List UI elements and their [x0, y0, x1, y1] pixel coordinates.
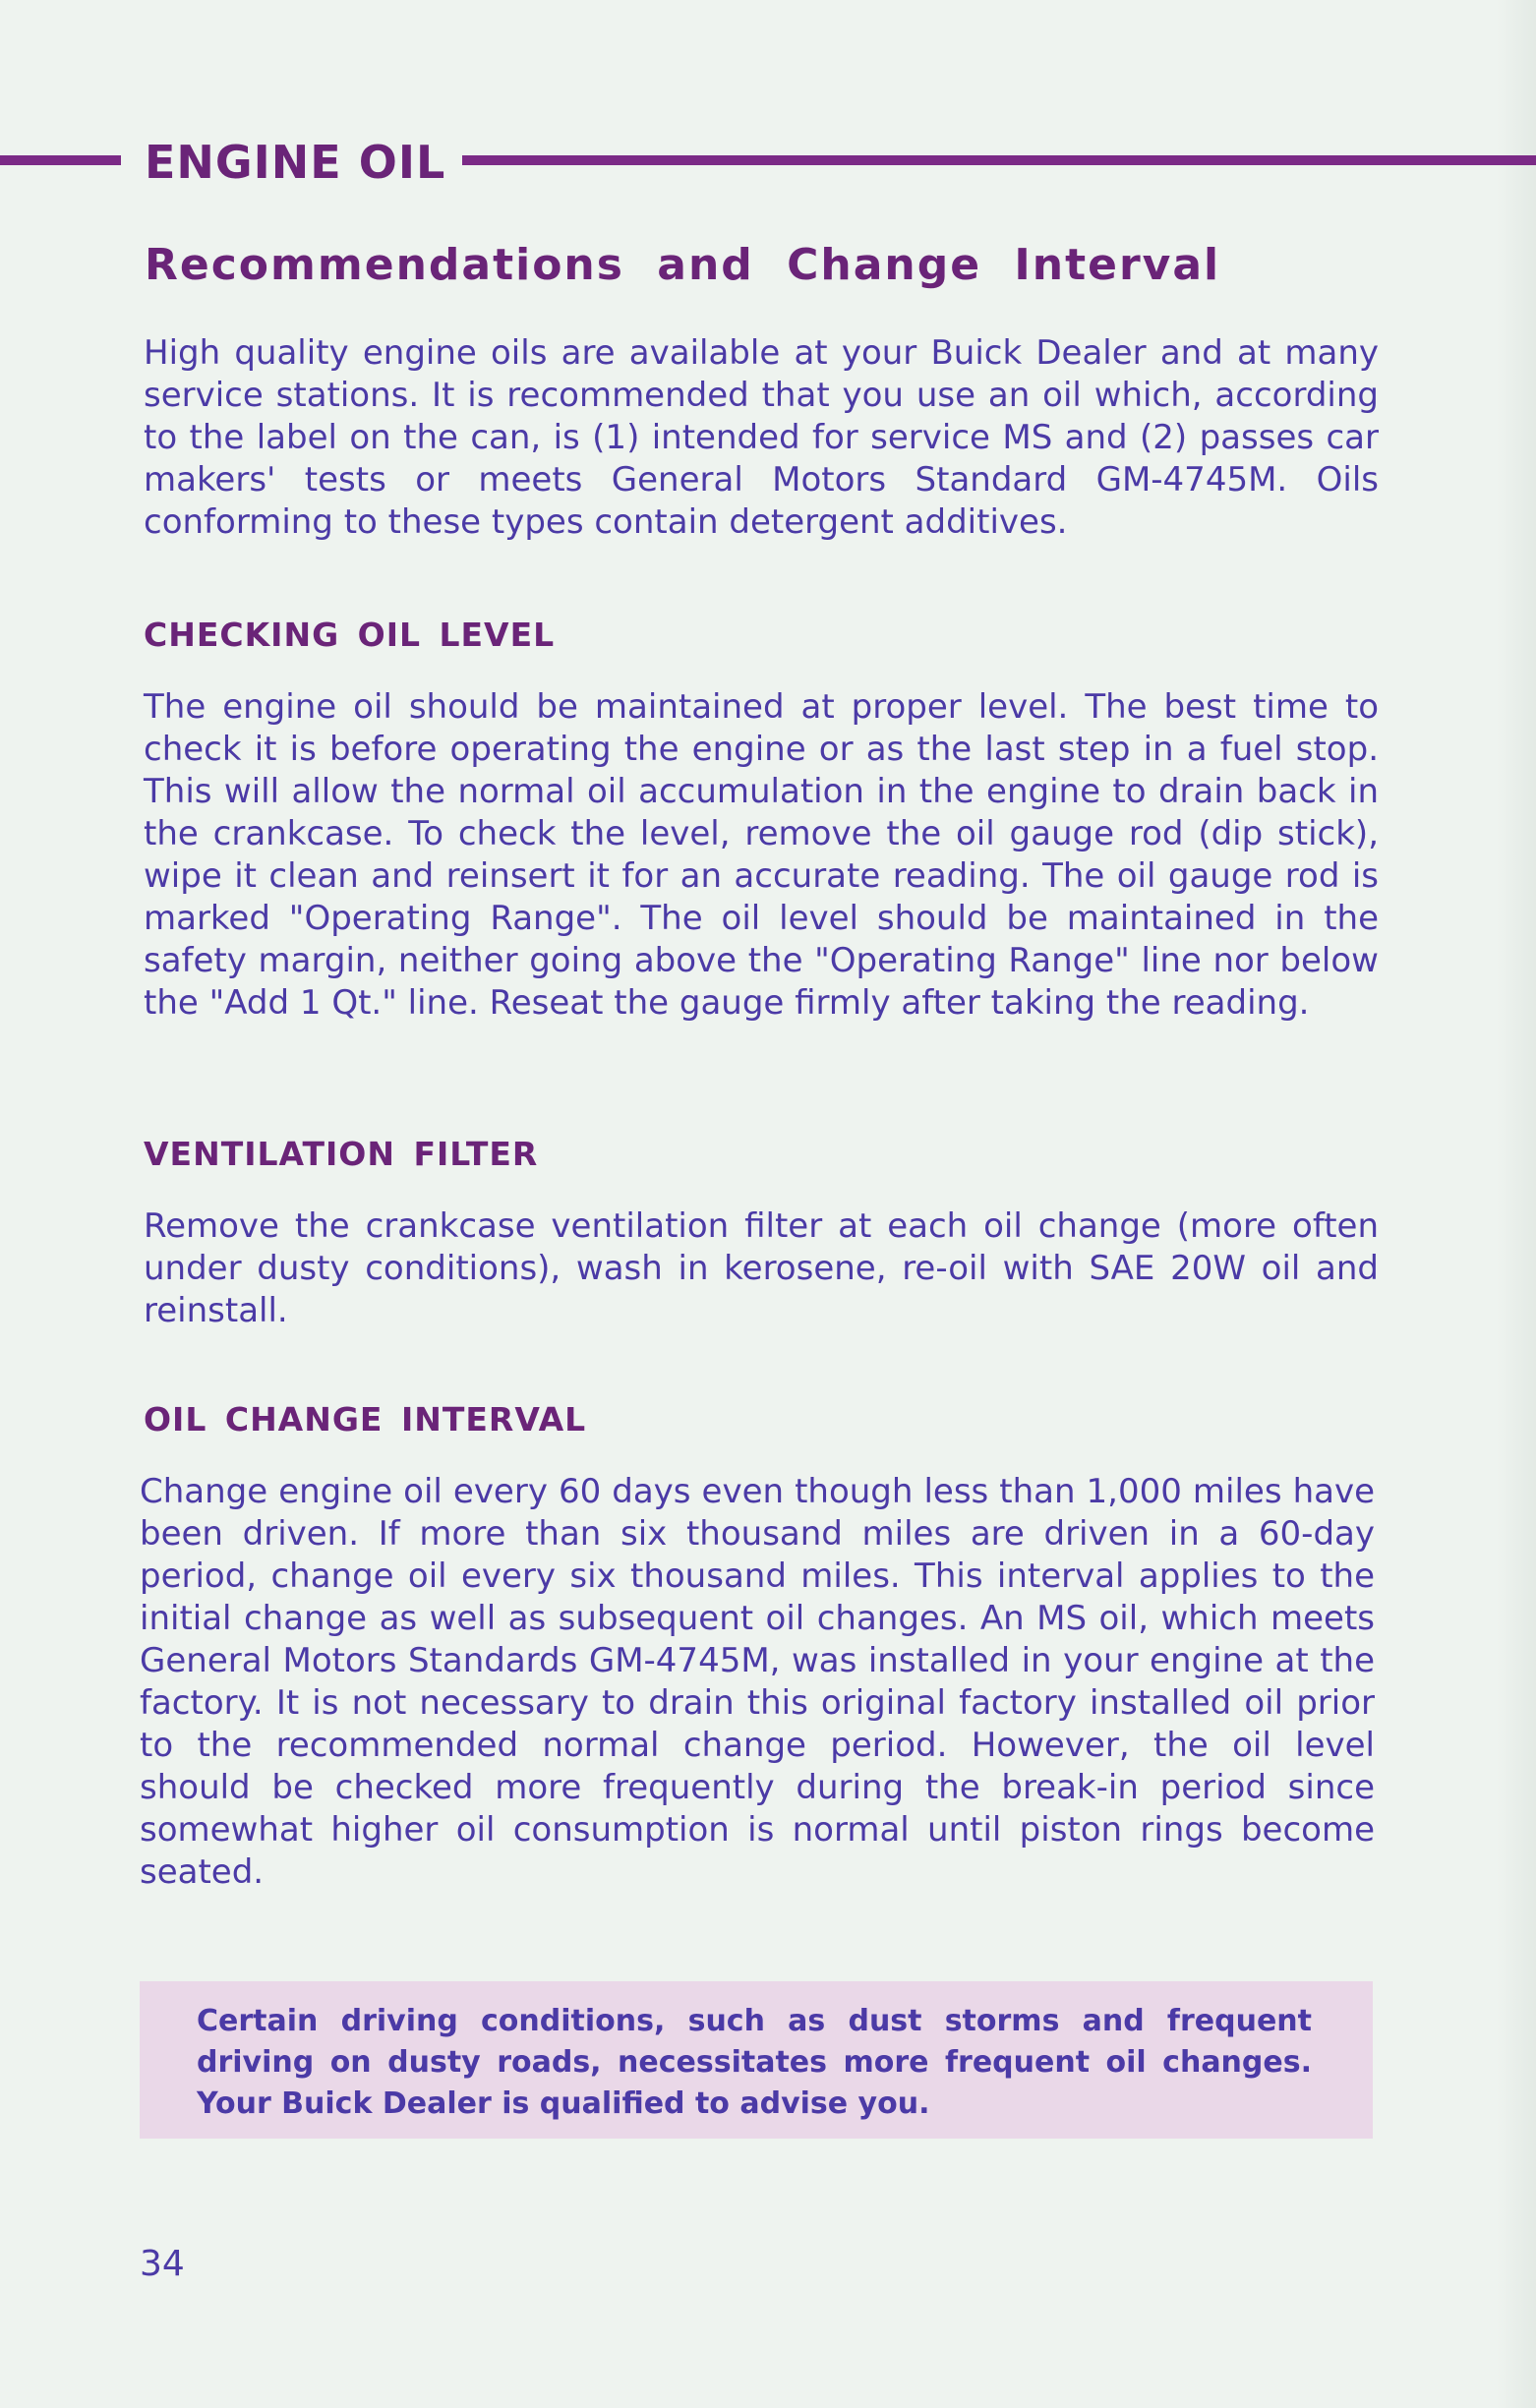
- header-rule-right: [462, 155, 1536, 165]
- heading-ventilation-filter: VENTILATION FILTER: [144, 1135, 539, 1173]
- heading-oil-change-interval: OIL CHANGE INTERVAL: [144, 1400, 587, 1439]
- intro-paragraph: High quality engine oils are available at your Buick Dealer and at many service stations. It is recommended that you use an oil which, according to the label on the can, is (1) intended for service MS and (2) passes car makers' tests or meets General Motors Standard GM-4745M. Oils conforming to these types contain detergent additives.: [144, 333, 1379, 542]
- header-rule-left: [0, 155, 121, 165]
- paragraph-ventilation-filter: Remove the crankcase ventilation filter at each oil change (more often under dusty conditions), wash in kerosene, re-oil with SAE 20W oil and reinstall.: [144, 1206, 1379, 1330]
- paragraph-checking-oil-level: The engine oil should be maintained at proper level. The best time to check it is before operating the engine or as the last step in a fuel stop. This will allow the normal oil accumulation in the engine to drain back in the crankcase. To check the level, remove the oil gauge rod (dip stick), wipe it clean and reinsert it for an accurate reading. The oil gauge rod is marked "Operating Range". The oil level should be maintained in the safety margin, neither going above the "Operating Range" line nor below the "Add 1 Qt." line. Reseat the gauge firmly after taking the reading.: [144, 687, 1379, 1023]
- page-edge-shadow: [1497, 0, 1536, 2408]
- advisory-note-text: Certain driving conditions, such as dust storms and frequent driving on dusty roads, necessitates more frequent oil changes. Your Buick Dealer is qualified to advise you.: [197, 2004, 1312, 2121]
- paragraph-oil-change-interval: Change engine oil every 60 days even though less than 1,000 miles have been driven. If more than six thousand miles are driven in a 60-day period, change oil every six thousand miles. This interval applies to the initial change as well as subsequent oil changes. An MS oil, which meets General Motors Standards GM-4745M, was installed in your engine at the factory. It is not necessary to drain this original factory installed oil prior to the recommended normal change period. However, the oil level should be checked more frequently during the break-in period since somewhat higher oil consumption is normal until piston rings become seated.: [140, 1472, 1375, 1892]
- advisory-note-box: [140, 1981, 1373, 2139]
- page-number: 34: [140, 2244, 185, 2284]
- section-title: ENGINE OIL: [145, 136, 446, 189]
- section-header: [0, 128, 1536, 197]
- page-subtitle: Recommendations and Change Interval: [145, 240, 1221, 290]
- heading-checking-oil-level: CHECKING OIL LEVEL: [144, 616, 556, 654]
